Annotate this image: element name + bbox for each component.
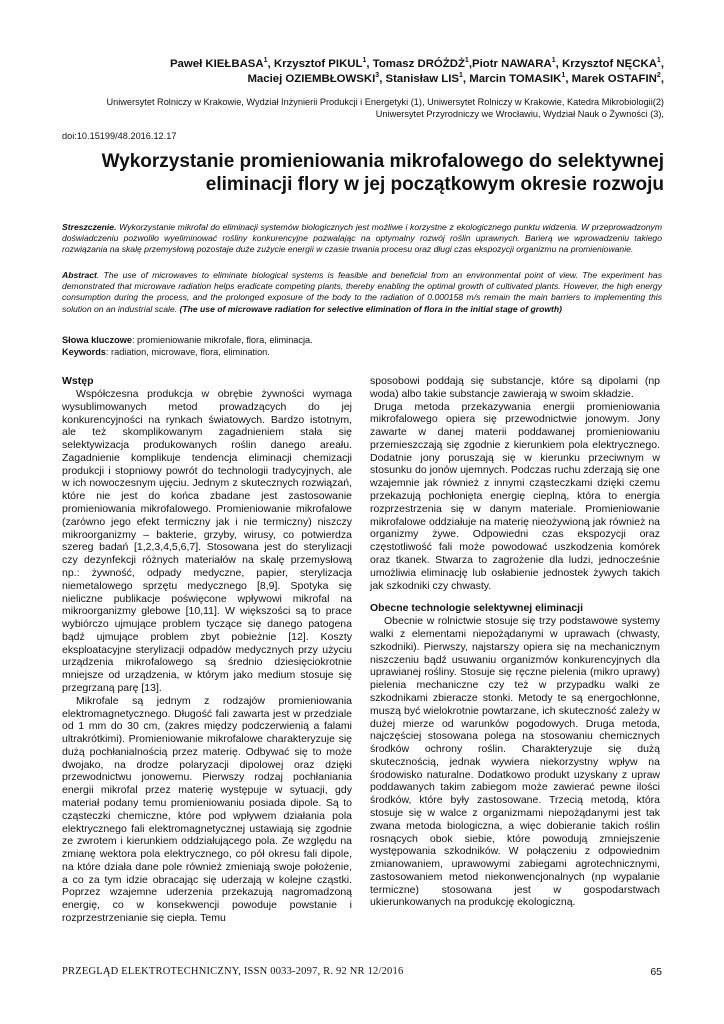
abstract-polish-label: Streszczenie. — [62, 222, 117, 232]
author-line-2 — [60, 72, 664, 87]
affiliations — [60, 96, 664, 120]
keywords-polish: Słowa kluczowe: promieniowanie mikrofale, flora, eliminacja. — [62, 335, 313, 345]
author: Krzysztof PIKUL$^1$, — [273, 57, 373, 70]
title-line-1: Wykorzystanie promieniowania mikrofalowego do selektywnej — [101, 151, 664, 172]
section-heading-technologies: Obecne technologie selektywnej eliminacji — [370, 602, 583, 615]
abstract-polish-text: Wykorzystanie mikrofal do eliminacji systemów biologicznych jest możliwe i korzystne z ekologicznego punktu widzenia. W przeprowadzonym doświadczeniu pozwoliło wyeliminować rośliny konkurencyjne pozwalając na optymalny rozwój roślin uprawnych. Barierą we wprowadzeniu takiego rozwiązania na skalę przemysłową pozostaje duże zużycie energii w czasie trwania procesu oraz długi czas ekspozycji organizmu na promieniowanie. — [62, 222, 662, 255]
left-column — [62, 375, 352, 925]
page-number: 65 — [650, 966, 662, 978]
keywords — [62, 335, 662, 358]
author: Piotr NAWARA$^1$, — [472, 57, 562, 70]
title-line-2: eliminacji flory w jej początkowym okresie rozwoju — [205, 174, 664, 195]
author: Maciej OZIEMBŁOWSKI$^3$, — [247, 72, 386, 85]
paragraph: Mikrofale są jednym z rodzajów promieniowania elektromagnetycznego. Długość fali zawarta jest w przedziale od 1 mm do 30 cm, (zakres między podczerwienią a falami ultrakrótkimi). Promieniowanie mikrofalowe charakteryzuje się dużą pochłanialnością przez materię. Odbywać się to może dwojako, na drodze polaryzacji dipolowej oraz dzięki przewodnictwu jonowemu. Pierwszy rodzaj pochłaniania energii mikrofal przez materię występuje w sytuacji, gdy materiał podany temu promieniowaniu posiada dipole. Są to cząsteczki chemiczne, które pod wpływem działania pola elektrycznego fali elektromagnetycznej ustawiają się zgodnie ze zwrotem i kierunkiem oddziałującego pola. Ze względu na zmianę wektora pola elektrycznego, co pół okresu fali dipole, na które działa dane pole również zmieniają swoje położenie, a co za tym idzie obracając się uderzają w kolejne cząstki. Poprzez wzajemne uderzenia przekazują nagromadzoną energię, co w konsekwencji powoduje powstanie i rozprzestrzenianie się ciepła. Temu — [62, 694, 352, 925]
abstract-english-text: . The use of microwaves to eliminate biological systems is feasible and beneficial from an environmental point of view. The experiment has demonstrated that microwave radiation helps eradicate competing plants, thereby enabling the optimal growth of cultivated plants. However, the high energy consumption during the process, and the prolonged exposure of the body to the radiation of 0.000158 m/s remain the main barriers to implementing this solution on an industrial scale. — [62, 270, 662, 314]
keywords-english: Keywords: radiation, microwave, flora, elimination. — [62, 346, 270, 357]
abstract-english-label: Abstract — [62, 270, 97, 280]
abstract-english-title: (The use of microwave radiation for selective elimination of flora in the initial stage of growth) — [179, 303, 563, 314]
paper-title — [60, 150, 664, 196]
journal-info: PRZEGLĄD ELEKTROTECHNICZNY, ISSN 0033-2097, R. 92 NR 12/2016 — [62, 966, 404, 977]
paragraph: Współczesna produkcja w obrębie żywności wymaga wysublimowanych metod prowadzących do jej konkurencyjności na rynkach światowych. Bardzo istotnym, ale też skomplikowanym zagadnieniem stała się selektywizacja produkowanych roślin danego areału. Zagadnienie komplikuje tendencja eliminacji chemizacji produkcji i stopniowy powrót do technologii tradycyjnych, ale w ich nowoczesnym ujęciu. Jednym z skutecznych rozwiązań, które nie jest do końca zbadane jest zastosowanie promieniowania mikrofalowego. Promieniowanie mikrofalowe (zarówno jego efekt termiczny jak i nie termiczny) niszczy mikroorganizmy – bakterie, grzyby, wirusy, co potwierdza szereg badań [1,2,3,4,5,6,7]. Stosowana jest do sterylizacji czy dezynfekcji różnych materiałów na skalę przemysłową np.: żywność, odpady medyczne, papier, sterylizacja niemetalowego sprzętu medycznego [8,9]. Spotyka się nieliczne publikacje poświęcone wpływowi mikrofal na mikroorganizmy glebowe [10,11]. W większości są to prace wybiórczo ujmujące problem tyczące się danego patogena bądź ujmujące problem zbyt pobieżnie [12]. Koszty eksploatacyjne sterylizacji odpadów medycznych przy użyciu urządzenia mikrofalowego są średnio dziesięciokrotnie mniejsze od urządzenia, w którym jako medium stosuje się przegrzaną parę [13]. — [62, 388, 352, 694]
author: Krzysztof NĘCKA$^1$, — [561, 57, 664, 70]
paragraph: sposobowi poddają się substancje, które są dipolami (np woda) albo takie substancje zawierają w swoim składzie. — [370, 375, 660, 400]
abstract-polish — [62, 222, 662, 256]
author-line-1 — [60, 57, 664, 72]
page-footer — [62, 966, 662, 978]
author: Tomasz DRÓŻDŻ$^1$, — [372, 57, 472, 70]
author: Marcin TOMASIK$^1$, — [469, 72, 572, 85]
abstract-english — [62, 270, 662, 315]
author: Paweł KIEŁBASA$^1$, — [169, 57, 274, 70]
author: Stanisław LIS$^1$, — [385, 72, 470, 85]
author: Marek OSTAFIN$^2$, — [571, 72, 664, 85]
author-list — [60, 57, 664, 87]
paragraph: Obecnie w rolnictwie stosuje się trzy podstawowe systemy walki z elementami niepożądanymi w uprawach (chwasty, szkodniki). Pierwszy, najstarszy opiera się na mechanicznym niszczeniu bądź usuwaniu organizmów konkurencyjnych dla uprawianej rośliny. Stosuje się ręczne pielenia (mikro uprawy) pielenia mechaniczne czy też w przypadku walki ze szkodnikami zbieracze stonki. Metody te są energochłonne, muszą być wielokrotnie powtarzane, ich skuteczność zależy w dużej mierze od warunków pogodowych. Druga metoda, najczęściej stosowana polega na stosowaniu chemicznych środków ochrony roślin. Charakteryzuje się dużą skutecznością, jednak wywiera niekorzystny wpływ na środowisko naturalne. Dodatkowo produkt uzyskany z upraw poddawanych takim zabiegom może zawierać pewne ilości środków, które były zastosowane. Trzecią metodą, która stosuje się w walce z organizmami niepożądanymi jest tak zwana metoda biologiczna, a więc dobieranie takich roślin rosnących obok siebie, które powodują zmniejszenie występowania szkodników. W połączeniu z odpowiednim zmianowaniem, uprawowymi zabiegami agrotechnicznymi, zastosowaniem metod niekonwencjonalnych (np wypalanie termiczne) stosowana jest w gospodarstwach ukierunkowanych na produkcję ekologiczną. — [370, 615, 660, 909]
section-heading-intro: Wstęp — [62, 375, 94, 387]
affiliation-line-1: Uniwersytet Rolniczy w Krakowie, Wydział Inżynierii Produkcji i Energetyki (1), Uniwersytet Rolniczy w Krakowie, Katedra Mikrobiologii(2) — [106, 97, 664, 107]
doi[interactable]: doi:10.15199/48.2016.12.17 — [62, 131, 177, 141]
affiliation-line-2: Uniwersytet Przyrodniczy we Wrocławiu, Wydział Nauk o Żywności (3), — [375, 109, 664, 119]
paragraph: Druga metoda przekazywania energii promieniowania mikrofalowego opiera się przewodnictwie jonowym. Jony zawarte w danej materii poddawanej promieniowaniu przemieszczają się zgodnie z kierunkiem pola elektrycznego. Dodatnie jony poruszają się w kierunku przeciwnym w stosunku do jonów ujemnych. Podczas ruchu zderzają się one wzajemnie jak również z innymi cząsteczkami dzięki czemu przekazują pochłonięta energię cieplną, która to energia rozprzestrzenia się w danym materiale. Promieniowanie mikrofalowe oddziałuje na materię nieożywioną jak również na organizmy żywe. Odpowiedni czas ekspozycji oraz częstotliwość fali może powodować uszkodzenia komórek oraz tkanek. Stwarza to zagrożenie dla ludzi, jednocześnie umożliwia eliminację lub osłabienie jednostek żywych takich jak szkodniki czy chwasty. — [370, 400, 660, 592]
right-column — [370, 375, 660, 909]
